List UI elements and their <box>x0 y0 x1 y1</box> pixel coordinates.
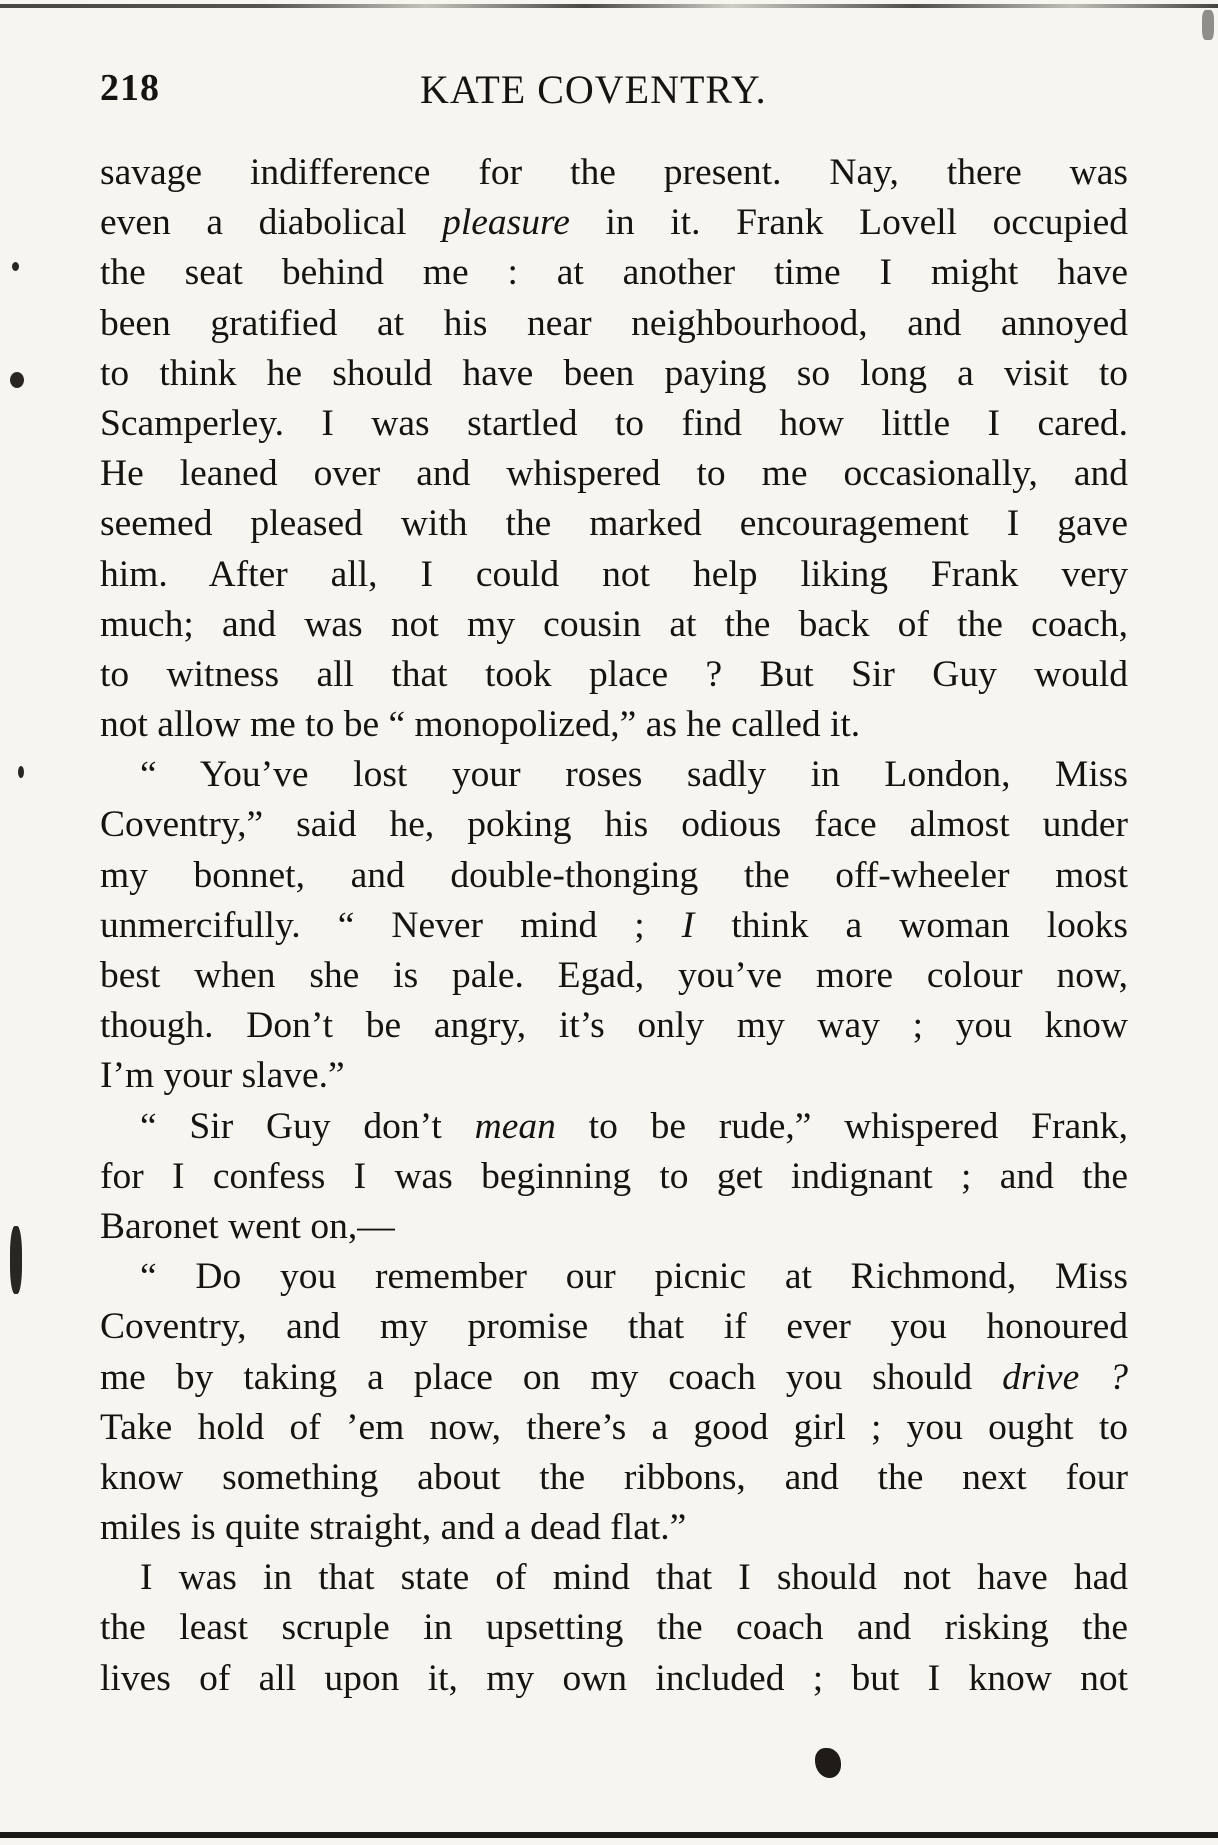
running-title: KATE COVENTRY. <box>420 67 767 112</box>
text-run: lives of all upon it, my own included ; but I know not <box>100 1657 1128 1699</box>
text-run: unmercifully. “ Never mind ; <box>100 904 682 946</box>
text-run: Take hold of ’em now, there’s a good girl ; you ought to <box>100 1406 1128 1448</box>
margin-speck <box>1202 10 1214 40</box>
text-run: the least scruple in upsetting the coach and risking the <box>100 1607 1128 1649</box>
text-run: him. After all, I could not help liking Frank very <box>100 553 1128 595</box>
text-run: “ You’ve lost your roses sadly in London, Miss <box>140 754 1128 796</box>
text-run: for I confess I was beginning to get indignant ; and the <box>100 1155 1128 1197</box>
italic-text-run: mean <box>474 1105 556 1147</box>
text-run: savage indifference for the present. Nay, there was <box>100 152 1128 193</box>
text-run: Scamperley. I was startled to find how little I cared. <box>100 402 1128 444</box>
text-line <box>100 449 1128 499</box>
italic-text-run: I <box>681 904 695 946</box>
text-line <box>100 1102 1128 1152</box>
text-line <box>100 951 1128 1001</box>
margin-speck <box>10 372 24 388</box>
body-text <box>100 148 1128 1704</box>
text-line <box>100 1353 1128 1403</box>
text-line <box>100 1654 1128 1704</box>
text-run: seemed pleased with the marked encouragement I gave <box>100 503 1128 545</box>
italic-text-run: drive ? <box>1002 1356 1128 1398</box>
margin-speck <box>18 766 24 778</box>
text-run: know something about the ribbons, and the next four <box>100 1456 1128 1498</box>
text-line <box>100 650 1128 700</box>
text-run: been gratified at his near neighbourhood, and annoyed <box>100 302 1128 344</box>
text-line <box>100 1051 1128 1101</box>
text-run: Coventry,” said he, poking his odious face almost under <box>100 804 1128 846</box>
text-run: “ Sir Guy don’t <box>140 1105 475 1147</box>
text-run: I’m your slave.” <box>100 1055 345 1097</box>
margin-speck <box>12 262 19 271</box>
text-run: Baronet went on,— <box>100 1205 395 1247</box>
text-line <box>100 851 1128 901</box>
text-line <box>100 700 1128 750</box>
text-line <box>100 349 1128 399</box>
bottom-rule <box>0 1832 1218 1838</box>
text-run: in it. Frank Lovell occupied <box>569 202 1128 244</box>
text-line <box>100 600 1128 650</box>
top-rule <box>0 4 1218 8</box>
text-run: my bonnet, and double-thonging the off-wheeler most <box>100 854 1128 896</box>
text-run: me by taking a place on my coach you should <box>100 1356 1003 1398</box>
page-number: 218 <box>100 67 160 109</box>
italic-text-run: pleasure <box>442 202 570 244</box>
text-run: miles is quite straight, and a dead flat.” <box>100 1507 687 1549</box>
text-line <box>100 299 1128 349</box>
text-line <box>100 148 1128 198</box>
margin-speck <box>10 1226 22 1294</box>
text-run: to witness all that took place ? But Sir Guy would <box>100 653 1128 695</box>
running-head <box>100 66 1128 116</box>
text-line <box>100 198 1128 248</box>
text-line <box>100 750 1128 800</box>
text-line <box>100 1603 1128 1653</box>
text-run: the seat behind me : at another time I might have <box>100 252 1128 294</box>
text-line <box>100 499 1128 549</box>
text-line <box>100 550 1128 600</box>
text-line <box>100 1152 1128 1202</box>
text-line <box>100 901 1128 951</box>
text-run: He leaned over and whispered to me occasionally, and <box>100 453 1128 495</box>
text-run: to think he should have been paying so long a visit to <box>100 352 1128 394</box>
text-run: much; and was not my cousin at the back of the coach, <box>100 603 1128 645</box>
text-run: best when she is pale. Egad, you’ve more colour now, <box>100 955 1128 996</box>
text-line <box>100 1553 1128 1603</box>
text-run: think a woman looks <box>694 904 1128 946</box>
text-run: even a diabolical <box>100 202 443 244</box>
text-line <box>100 1001 1128 1051</box>
text-line <box>100 1302 1128 1352</box>
text-run: though. Don’t be angry, it’s only my way ; you know <box>100 1005 1128 1047</box>
text-run: to be rude,” whispered Frank, <box>555 1105 1128 1147</box>
text-line <box>100 1403 1128 1453</box>
text-line <box>100 800 1128 850</box>
text-line <box>100 1503 1128 1553</box>
text-run: “ Do you remember our picnic at Richmond, Miss <box>140 1256 1128 1298</box>
text-line <box>100 1252 1128 1302</box>
text-line <box>100 399 1128 449</box>
text-line <box>100 248 1128 298</box>
text-run: Coventry, and my promise that if ever you honoured <box>100 1306 1128 1348</box>
ink-blot <box>815 1748 841 1778</box>
text-line <box>100 1453 1128 1503</box>
text-run: I was in that state of mind that I should not have had <box>140 1557 1128 1599</box>
text-run: not allow me to be “ monopolized,” as he called it. <box>100 704 861 746</box>
text-line <box>100 1202 1128 1252</box>
